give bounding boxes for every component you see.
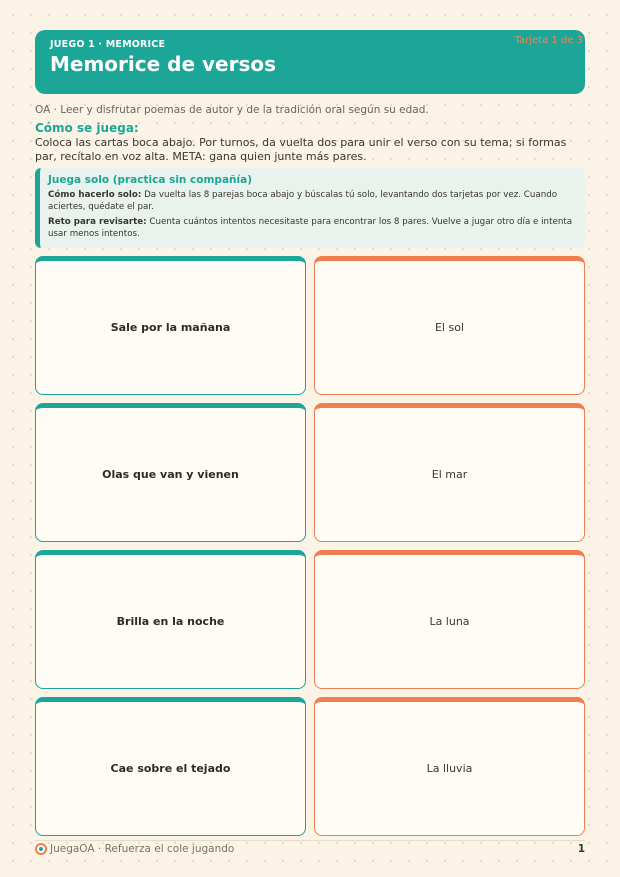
solo-challenge-text: Cuenta cuántos intentos necesitaste para encontrar los 8 pares. Vuelve a jugar otro día e intenta usar menos intentos.	[48, 217, 573, 239]
theme-text: El mar	[431, 468, 468, 481]
game-kicker: JUEGO 1 · MEMORICE	[50, 39, 166, 50]
how-to-play-title: Cómo se juega:	[35, 121, 139, 135]
solo-title: Juega solo (practica sin compañía)	[48, 174, 252, 186]
page-number: 1	[577, 843, 585, 855]
learning-objective: OA · Leer y disfrutar poemas de autor y de la tradición oral según su edad.	[35, 104, 429, 116]
page-title: Memorice de versos	[50, 52, 277, 76]
verse-card[interactable]	[35, 403, 306, 542]
solo-how-label: Cómo hacerlo solo:	[48, 190, 142, 200]
solo-challenge-label: Reto para revisarte:	[48, 217, 147, 227]
theme-card[interactable]	[314, 550, 585, 689]
verse-card[interactable]	[35, 550, 306, 689]
footer	[35, 843, 585, 857]
solo-how-text: Da vuelta las 8 parejas boca abajo y búscalas tú solo, levantando dos tarjetas por vez. Cuando aciertes, quédate el par.	[48, 190, 558, 212]
brand-logo-icon	[35, 843, 47, 855]
theme-text: La luna	[429, 615, 470, 628]
theme-card[interactable]	[314, 697, 585, 836]
verse-text: Brilla en la noche	[116, 615, 225, 628]
footer-divider	[35, 840, 585, 841]
game-header	[35, 30, 585, 94]
theme-text: La lluvia	[426, 762, 473, 775]
verse-text: Sale por la mañana	[110, 321, 231, 334]
solo-play-box	[35, 168, 585, 248]
solo-how	[48, 189, 575, 213]
card-tag: Tarjeta 1 de 3	[514, 35, 583, 46]
solo-challenge	[48, 216, 575, 240]
theme-text: El sol	[434, 321, 465, 334]
how-to-play-text: Coloca las cartas boca abajo. Por turnos, da vuelta dos para unir el verso con su tema; si formas par, recítalo en voz alta. META: gana quien junte más pares.	[35, 136, 567, 163]
footer-brand: JuegaOA · Refuerza el cole jugando	[50, 843, 235, 855]
verse-text: Cae sobre el tejado	[110, 762, 231, 775]
verse-card[interactable]	[35, 697, 306, 836]
theme-card[interactable]	[314, 256, 585, 395]
verse-text: Olas que van y vienen	[102, 468, 239, 481]
theme-card[interactable]	[314, 403, 585, 542]
verse-card[interactable]	[35, 256, 306, 395]
